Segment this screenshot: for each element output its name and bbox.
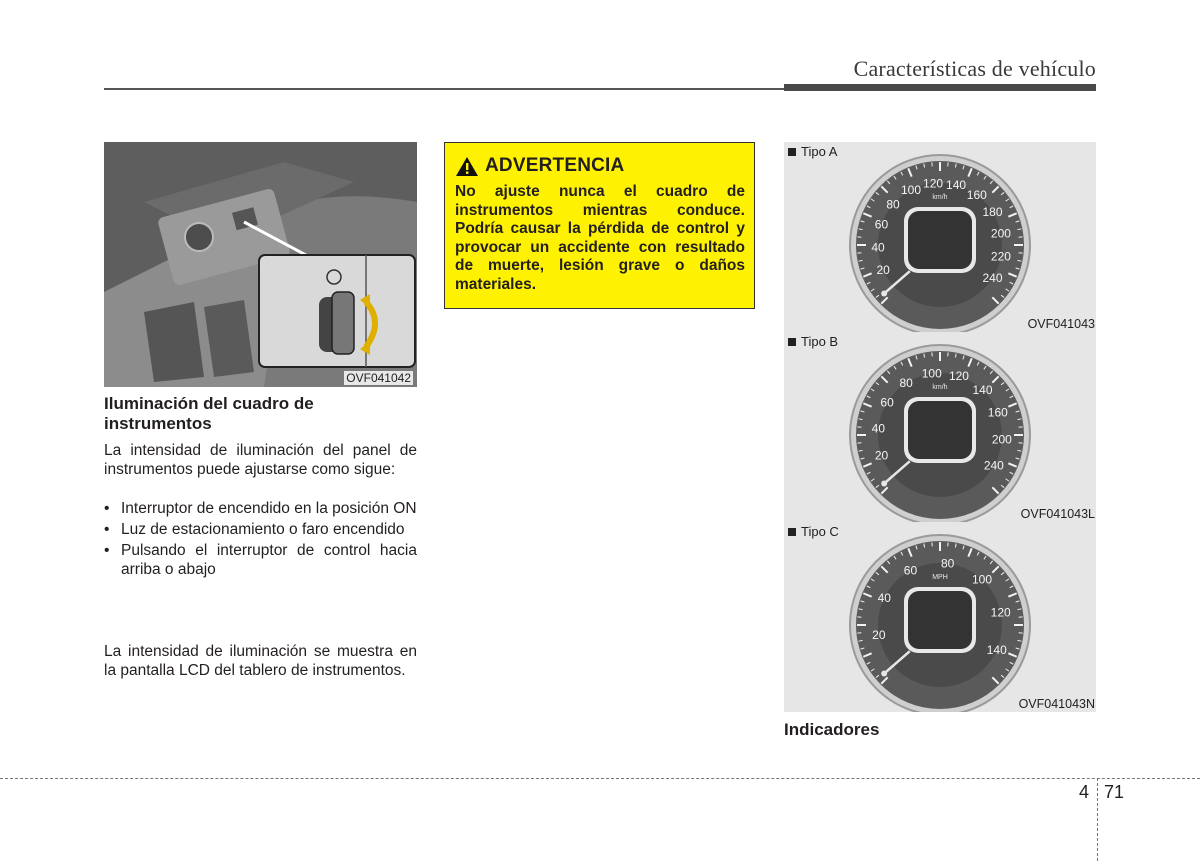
gauge-number: 60	[903, 563, 918, 578]
gauge-number: 20	[876, 262, 890, 277]
chapter-number: 4	[1079, 782, 1090, 802]
gauge-panel-a	[784, 142, 1096, 332]
footer-divider	[1097, 778, 1098, 861]
gauge-number: 120	[923, 176, 944, 191]
gauge-number: 80	[899, 376, 913, 391]
warning-header	[455, 155, 624, 177]
warning-box	[444, 142, 755, 309]
gauge-number: 100	[921, 366, 942, 381]
speedometer-a-graphic	[784, 142, 1096, 332]
gauge-unit: km/h	[932, 384, 948, 391]
gauge-number: 80	[886, 197, 900, 212]
gauge-number: 60	[880, 395, 894, 410]
speedometer-c-graphic	[784, 522, 1096, 712]
bullet-item: • Interruptor de encendido en la posición ON	[104, 499, 417, 518]
speedometer-b-graphic	[784, 332, 1096, 522]
warning-title: ADVERTENCIA	[485, 155, 625, 176]
page-number: 71	[1104, 782, 1125, 802]
gauge-type-label: Tipo B	[788, 334, 838, 349]
header-rule-thick	[784, 84, 1096, 91]
gauge-number: 100	[971, 572, 993, 587]
needle-tip	[881, 291, 887, 297]
gauge-number: 240	[983, 458, 1004, 473]
gauge-number: 200	[991, 432, 1012, 447]
gauge-type-label: Tipo A	[788, 144, 837, 159]
bullet-item: • Pulsando el interruptor de control hacia arriba o abajo	[104, 541, 417, 579]
footer-rule	[0, 778, 1200, 779]
gauge-number: 120	[990, 605, 1011, 620]
page-header-title: Características de vehículo	[853, 56, 1096, 81]
header-rule	[104, 88, 784, 90]
gauge-number: 20	[874, 448, 889, 463]
gauge-number: 160	[987, 405, 1008, 420]
figure-code: OVF041042	[346, 371, 411, 385]
gauge-number: 180	[982, 205, 1003, 220]
needle-tip	[881, 481, 887, 487]
bullet-item: • Luz de estacionamiento o faro encendido	[104, 520, 417, 539]
gauge-number: 80	[940, 556, 955, 571]
square-bullet-icon	[788, 338, 796, 346]
gauge-number: 140	[986, 642, 1007, 657]
lcd-screen	[908, 591, 972, 649]
intro-paragraph: La intensidad de iluminación del panel de instrumentos puede ajustarse como sigue:	[104, 442, 417, 478]
figure-code: OVF041043L	[1020, 507, 1095, 521]
gauge-unit: MPH	[932, 574, 948, 581]
square-bullet-icon	[788, 148, 796, 156]
gauge-number: 100	[901, 183, 922, 198]
gauge-type-label: Tipo C	[788, 524, 839, 539]
gauge-number: 240	[982, 270, 1003, 285]
gauge-number: 140	[972, 382, 993, 397]
gauge-number: 40	[877, 590, 891, 605]
figure-code: OVF041043	[1027, 317, 1095, 331]
gauge-panel-c	[784, 522, 1096, 712]
gauge-number: 140	[946, 178, 967, 193]
closing-paragraph: La intensidad de iluminación se muestra en la pantalla LCD del tablero de instrumentos.	[104, 643, 417, 679]
gauge-number: 40	[871, 421, 886, 436]
gauge-unit: km/h	[932, 194, 948, 201]
dashboard-dimmer-illustration	[104, 142, 417, 387]
needle-tip	[881, 671, 887, 677]
indicators-heading: Indicadores	[784, 720, 880, 739]
gauge-number: 120	[948, 368, 969, 383]
lcd-screen	[908, 211, 972, 269]
gauge-number: 220	[990, 249, 1011, 264]
warning-triangle-icon	[455, 156, 479, 177]
square-bullet-icon	[788, 528, 796, 536]
lcd-screen	[908, 401, 972, 459]
section-title: Iluminación del cuadro de instrumentos	[104, 394, 314, 433]
gauge-number: 40	[871, 240, 885, 255]
warning-text: No ajuste nunca el cuadro de instrumentos mientras conduce. Podría causar la pérdida de control y provocar un accidente con resultado de muerte, lesión grave o daños materiales.	[455, 183, 745, 293]
gauge-number: 200	[990, 226, 1011, 241]
gauge-number: 20	[872, 628, 886, 643]
figure-code: OVF041043N	[1018, 697, 1095, 711]
dimmer-switch-photo	[104, 142, 417, 387]
bullet-list	[104, 499, 417, 581]
gauge-panel-b	[784, 332, 1096, 522]
gauge-number: 60	[874, 217, 889, 232]
gauge-number: 160	[966, 188, 987, 203]
